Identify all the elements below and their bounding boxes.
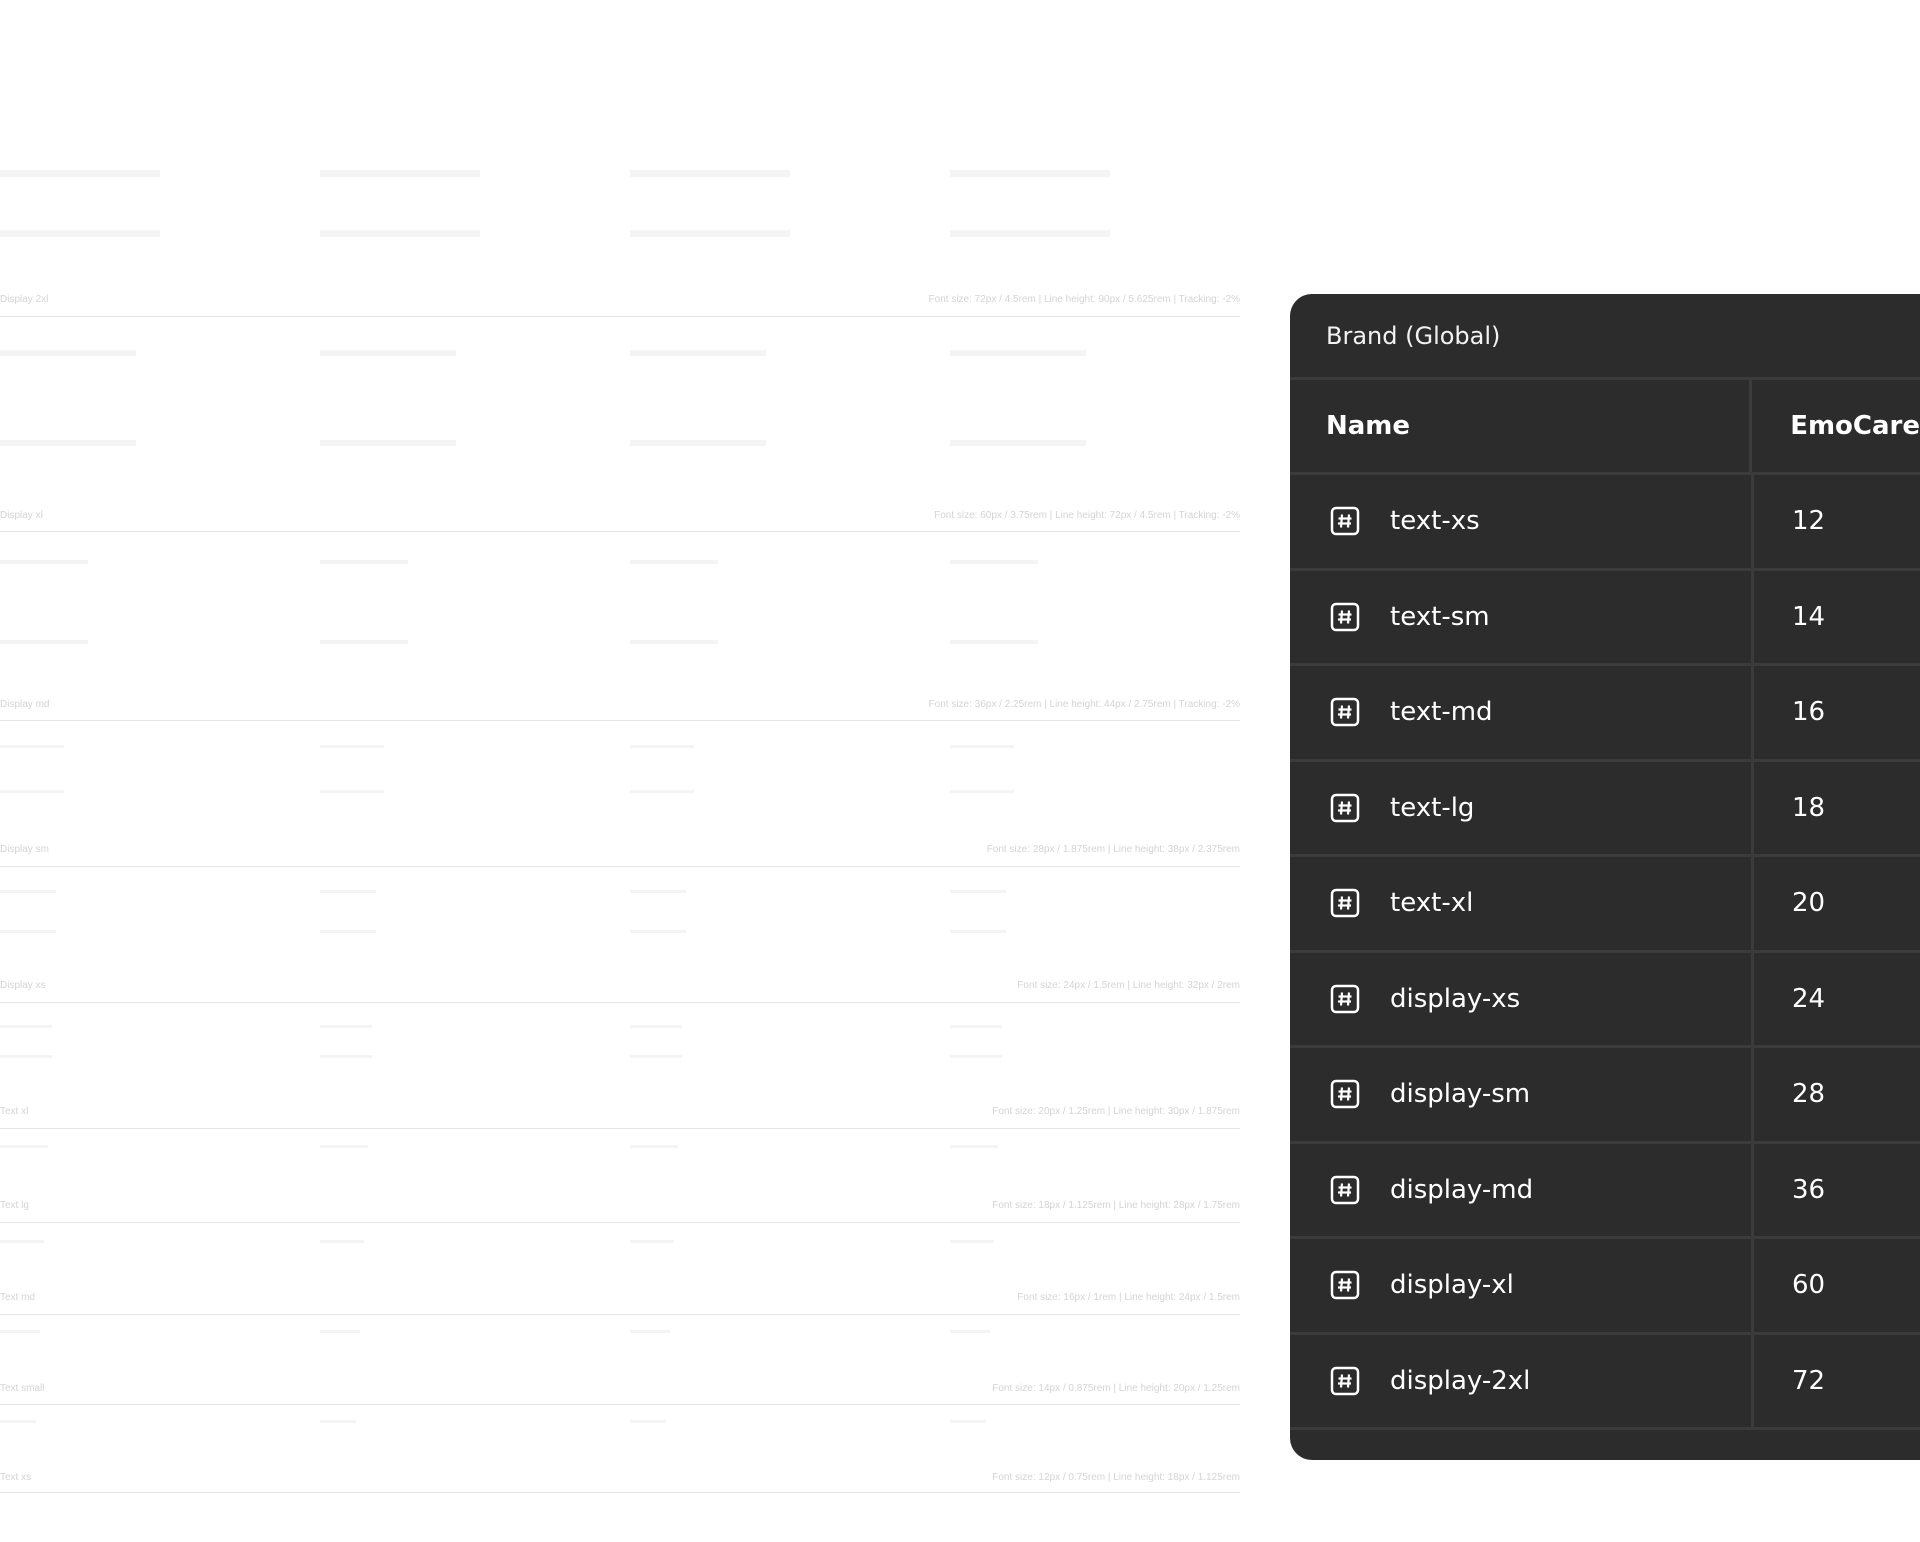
specimen-style-meta: Font size: 18px / 1.125rem | Line height: 28px / 1.75rem [992, 1200, 1240, 1211]
specimen-style-label: Text xs [0, 1472, 32, 1483]
specimen-sample [320, 745, 384, 748]
specimen-style-label: Display 2xl [0, 294, 49, 305]
specimen-divider [0, 1128, 1240, 1129]
specimen-style-meta: Font size: 28px / 1.875rem | Line height: 38px / 2.375rem [986, 844, 1240, 855]
specimen-sample [950, 745, 1014, 748]
specimen-sample [950, 930, 1006, 933]
number-variable-icon [1330, 1270, 1360, 1300]
table-row[interactable] [1290, 1335, 1920, 1431]
specimen-sample [950, 560, 1038, 564]
specimen-sample [630, 1330, 670, 1333]
number-variable-icon [1330, 1175, 1360, 1205]
specimen-sample [950, 230, 1110, 237]
variable-value-cell[interactable]: 28 [1792, 1079, 1826, 1110]
variable-value-cell[interactable]: 18 [1792, 792, 1826, 823]
specimen-style-label: Text small [0, 1383, 45, 1394]
specimen-sample [320, 1240, 364, 1243]
specimen-sample [0, 790, 64, 793]
specimen-style-label: Display md [0, 699, 50, 710]
number-variable-icon [1330, 1079, 1360, 1109]
specimen-sample [630, 1055, 682, 1058]
specimen-sample [950, 790, 1014, 793]
specimen-sample [0, 1055, 52, 1058]
specimen-divider [0, 1404, 1240, 1405]
table-body [1290, 475, 1920, 1430]
table-header [1290, 380, 1920, 475]
specimen-sample [950, 1145, 998, 1148]
specimen-style-label: Text md [0, 1292, 36, 1303]
specimen-divider [0, 720, 1240, 721]
number-variable-icon [1330, 697, 1360, 727]
specimen-sample [0, 1145, 48, 1148]
specimen-sample [320, 790, 384, 793]
number-variable-icon [1330, 506, 1360, 536]
variable-name-cell[interactable] [1290, 475, 1754, 568]
specimen-style-meta: Font size: 36px / 2.25rem | Line height: 44px / 2.75rem | Tracking: -2% [928, 699, 1240, 710]
specimen-divider [0, 866, 1240, 867]
specimen-style-meta: Font size: 14px / 0.875rem | Line height: 20px / 1.25rem [992, 1383, 1240, 1394]
specimen-style-meta: Font size: 12px / 0.75rem | Line height: 18px / 1.125rem [992, 1472, 1240, 1483]
specimen-sample [630, 1025, 682, 1028]
variable-name: text-lg [1390, 792, 1475, 823]
specimen-sample [320, 1420, 356, 1423]
specimen-divider [0, 1002, 1240, 1003]
variable-value-cell[interactable]: 36 [1792, 1174, 1826, 1205]
specimen-sample [630, 930, 686, 933]
table-row[interactable] [1290, 953, 1920, 1049]
specimen-sample [630, 560, 718, 564]
specimen-sample [0, 560, 88, 564]
specimen-divider [0, 316, 1240, 317]
specimen-sample [0, 350, 136, 356]
variable-name: text-md [1390, 697, 1493, 728]
variable-name-cell[interactable] [1290, 666, 1754, 759]
specimen-sample [320, 350, 456, 356]
specimen-sample [320, 1025, 372, 1028]
variable-name-cell[interactable] [1290, 953, 1754, 1046]
variable-name: display-sm [1390, 1079, 1531, 1110]
variable-name-cell[interactable] [1290, 857, 1754, 950]
specimen-sample [950, 1420, 986, 1423]
variable-value-cell[interactable]: 16 [1792, 697, 1826, 728]
specimen-sample [950, 890, 1006, 893]
specimen-style-label: Display xs [0, 980, 46, 991]
specimen-sample [0, 1330, 40, 1333]
table-row[interactable] [1290, 762, 1920, 858]
specimen-divider [0, 1492, 1240, 1493]
specimen-sample [950, 1055, 1002, 1058]
variable-value-cell[interactable]: 24 [1792, 983, 1826, 1014]
specimen-sample [320, 640, 408, 644]
specimen-sample [630, 790, 694, 793]
specimen-sample [0, 440, 136, 446]
variable-value-cell[interactable]: 12 [1792, 506, 1826, 537]
specimen-sample [0, 170, 160, 177]
number-variable-icon [1330, 1366, 1360, 1396]
specimen-divider [0, 1314, 1240, 1315]
specimen-sample [630, 440, 766, 446]
variable-name-cell[interactable] [1290, 571, 1754, 664]
specimen-style-meta: Font size: 72px / 4.5rem | Line height: 90px / 5.625rem | Tracking: -2% [928, 294, 1240, 305]
specimen-sample [0, 745, 64, 748]
specimen-sample [0, 1025, 52, 1028]
variable-name: text-sm [1390, 601, 1490, 632]
specimen-sample [630, 890, 686, 893]
variable-name-cell[interactable] [1290, 1144, 1754, 1237]
variable-name: text-xl [1390, 888, 1474, 919]
variable-name: display-md [1390, 1174, 1534, 1205]
table-row[interactable] [1290, 666, 1920, 762]
variable-name: text-xs [1390, 506, 1480, 537]
number-variable-icon [1330, 984, 1360, 1014]
column-header-mode[interactable]: EmoCare [1790, 411, 1920, 441]
specimen-sample [630, 350, 766, 356]
number-variable-icon [1330, 602, 1360, 632]
specimen-style-meta: Font size: 20px / 1.25rem | Line height: 30px / 1.875rem [992, 1106, 1240, 1117]
collection-title: Brand (Global) [1290, 294, 1920, 380]
variable-name-cell[interactable] [1290, 1239, 1754, 1332]
specimen-sample [320, 1145, 368, 1148]
specimen-sample [0, 640, 88, 644]
specimen-sample [950, 350, 1086, 356]
specimen-sample [950, 640, 1038, 644]
specimen-sample [0, 930, 56, 933]
specimen-divider [0, 1222, 1240, 1223]
specimen-style-label: Text lg [0, 1200, 29, 1211]
specimen-style-label: Text xl [0, 1106, 29, 1117]
specimen-sample [320, 440, 456, 446]
variable-value-cell[interactable]: 72 [1792, 1365, 1826, 1396]
specimen-style-meta: Font size: 60px / 3.75rem | Line height: 72px / 4.5rem | Tracking: -2% [934, 510, 1240, 521]
table-row[interactable] [1290, 571, 1920, 667]
variable-value-cell[interactable]: 60 [1792, 1270, 1826, 1301]
specimen-sample [630, 1145, 678, 1148]
specimen-sample [630, 1240, 674, 1243]
specimen-sample [320, 890, 376, 893]
specimen-sample [320, 1330, 360, 1333]
number-variable-icon [1330, 793, 1360, 823]
specimen-sample [0, 890, 56, 893]
specimen-divider [0, 531, 1240, 532]
specimen-sample [320, 1055, 372, 1058]
variable-value-cell[interactable]: 20 [1792, 888, 1826, 919]
table-row[interactable] [1290, 857, 1920, 953]
specimen-sample [630, 230, 790, 237]
specimen-sample [950, 440, 1086, 446]
specimen-sample [320, 230, 480, 237]
specimen-sample [630, 1420, 666, 1423]
specimen-style-label: Display sm [0, 844, 49, 855]
variable-name-cell[interactable] [1290, 762, 1754, 855]
variable-name-cell[interactable] [1290, 1335, 1754, 1428]
specimen-sample [0, 1240, 44, 1243]
specimen-sample [320, 930, 376, 933]
specimen-style-label: Display xl [0, 510, 43, 521]
specimen-sample [950, 1025, 1002, 1028]
table-row[interactable] [1290, 1239, 1920, 1335]
specimen-sample [950, 1330, 990, 1333]
specimen-style-meta: Font size: 24px / 1.5rem | Line height: 32px / 2rem [1017, 980, 1240, 991]
variable-value-cell[interactable]: 14 [1792, 601, 1826, 632]
table-row[interactable] [1290, 1144, 1920, 1240]
specimen-sample [950, 1240, 994, 1243]
specimen-sample [0, 230, 160, 237]
specimen-sample [950, 170, 1110, 177]
variable-name: display-xl [1390, 1270, 1514, 1301]
specimen-sample [630, 745, 694, 748]
specimen-sample [630, 640, 718, 644]
specimen-style-meta: Font size: 16px / 1rem | Line height: 24px / 1.5rem [1017, 1292, 1240, 1303]
variable-name: display-2xl [1390, 1365, 1531, 1396]
number-variable-icon [1330, 888, 1360, 918]
variable-name: display-xs [1390, 983, 1521, 1014]
table-row[interactable] [1290, 475, 1920, 571]
variables-table-panel [1290, 294, 1920, 1460]
specimen-sample [630, 170, 790, 177]
specimen-sample [320, 560, 408, 564]
column-header-name[interactable]: Name [1290, 380, 1752, 472]
specimen-sample [320, 170, 480, 177]
specimen-sample [0, 1420, 36, 1423]
table-row[interactable] [1290, 1048, 1920, 1144]
variable-name-cell[interactable] [1290, 1048, 1754, 1141]
